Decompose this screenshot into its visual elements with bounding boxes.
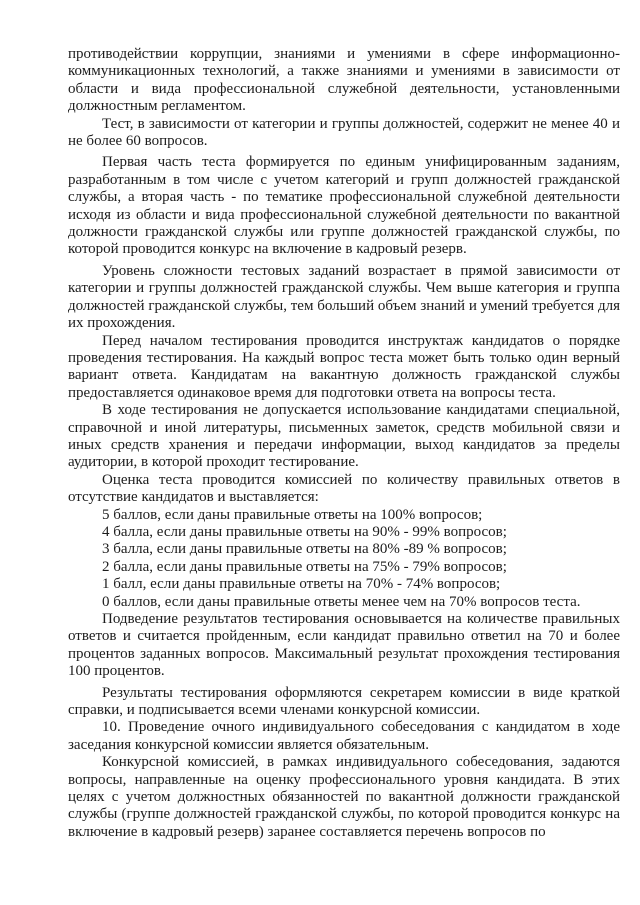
paragraph-interview: 10. Проведение очного индивидуального собеседования с кандидатом в ходе заседания конкурсной комиссии является обязательным. xyxy=(68,719,620,753)
score-item: 5 баллов, если даны правильные ответы на 100% вопросов; xyxy=(102,506,483,523)
score-item: 1 балл, если даны правильные ответы на 70% - 74% вопросов; xyxy=(102,576,501,593)
score-item: 2 балла, если даны правильные ответы на 75% - 79% вопросов; xyxy=(102,558,507,575)
paragraph-evaluation: Оценка теста проводится комиссией по количеству правильных ответов в отсутствие кандидатов и выставляется: xyxy=(68,471,620,506)
paragraph-secretary: Результаты тестирования оформляются секретарем комиссии в виде краткой справки, и подписывается всеми членами конкурсной комиссии. xyxy=(68,684,620,719)
paragraph-continuation: противодействии коррупции, знаниями и умениями в сфере информационно-коммуникационных технологий, а также знаниями и умениями в зависимости от области и вида профессиональной служебной деятельности, установленными должностным регламентом. xyxy=(68,46,620,115)
score-item: 0 баллов, если даны правильные ответы менее чем на 70% вопросов теста. xyxy=(102,593,581,610)
paragraph-results: Подведение результатов тестирования основывается на количестве правильных ответов и считается пройденным, если кандидат правильно ответил на 70 и более процентов заданных вопросов. Максимальный результат прохождения тестирования 100 процентов. xyxy=(68,611,620,680)
paragraph-restrictions: В ходе тестирования не допускается использование кандидатами специальной, справочной и иной литературы, письменных заметок, средств мобильной связи и иных средств хранения и передачи информации, выход кандидатов за пределы аудитории, в которой проходит тестирование. xyxy=(68,402,620,471)
paragraph-difficulty: Уровень сложности тестовых заданий возрастает в прямой зависимости от категории и группы должностей гражданской службы. Чем выше категория и группа должностей гражданской службы, тем больший объем знаний и умений требуется для их прохождения. xyxy=(68,262,620,332)
score-item: 4 балла, если даны правильные ответы на 90% - 99% вопросов; xyxy=(102,523,507,540)
paragraph-test-size: Тест, в зависимости от категории и группы должностей, содержит не менее 40 и не более 60 вопросов. xyxy=(68,115,620,150)
score-item: 3 балла, если даны правильные ответы на 80% -89 % вопросов; xyxy=(102,541,507,558)
score-list xyxy=(68,507,620,611)
paragraph-instructions: Перед началом тестирования проводится инструктаж кандидатов о порядке проведения тестирования. На каждый вопрос теста может быть только один верный вариант ответа. Кандидатам на вакантную должность гражданской службы предоставляется одинаковое время для подготовки ответа на вопросы теста. xyxy=(68,332,620,401)
paragraph-test-parts: Первая часть теста формируется по единым унифицированным заданиям, разработанным в том числе с учетом категорий и групп должностей гражданской службы, а вторая часть - по тематике профессиональной служебной деятельности исходя из области и вида профессиональной служебной деятельности по вакантной должности гражданской службы или группе должностей гражданской службы, по которой проводится конкурс на включение в кадровый резерв. xyxy=(68,154,620,258)
paragraph-questions: Конкурсной комиссией, в рамках индивидуального собеседования, задаются вопросы, направленные на оценку профессионального уровня кандидата. В этих целях с учетом должностных обязанностей по вакантной должности гражданской службы (группе должностей гражданской службы, по которой проводится конкурс на включение в кадровый резерв) заранее составляется перечень вопросов по xyxy=(68,754,620,840)
document-body xyxy=(68,46,620,841)
